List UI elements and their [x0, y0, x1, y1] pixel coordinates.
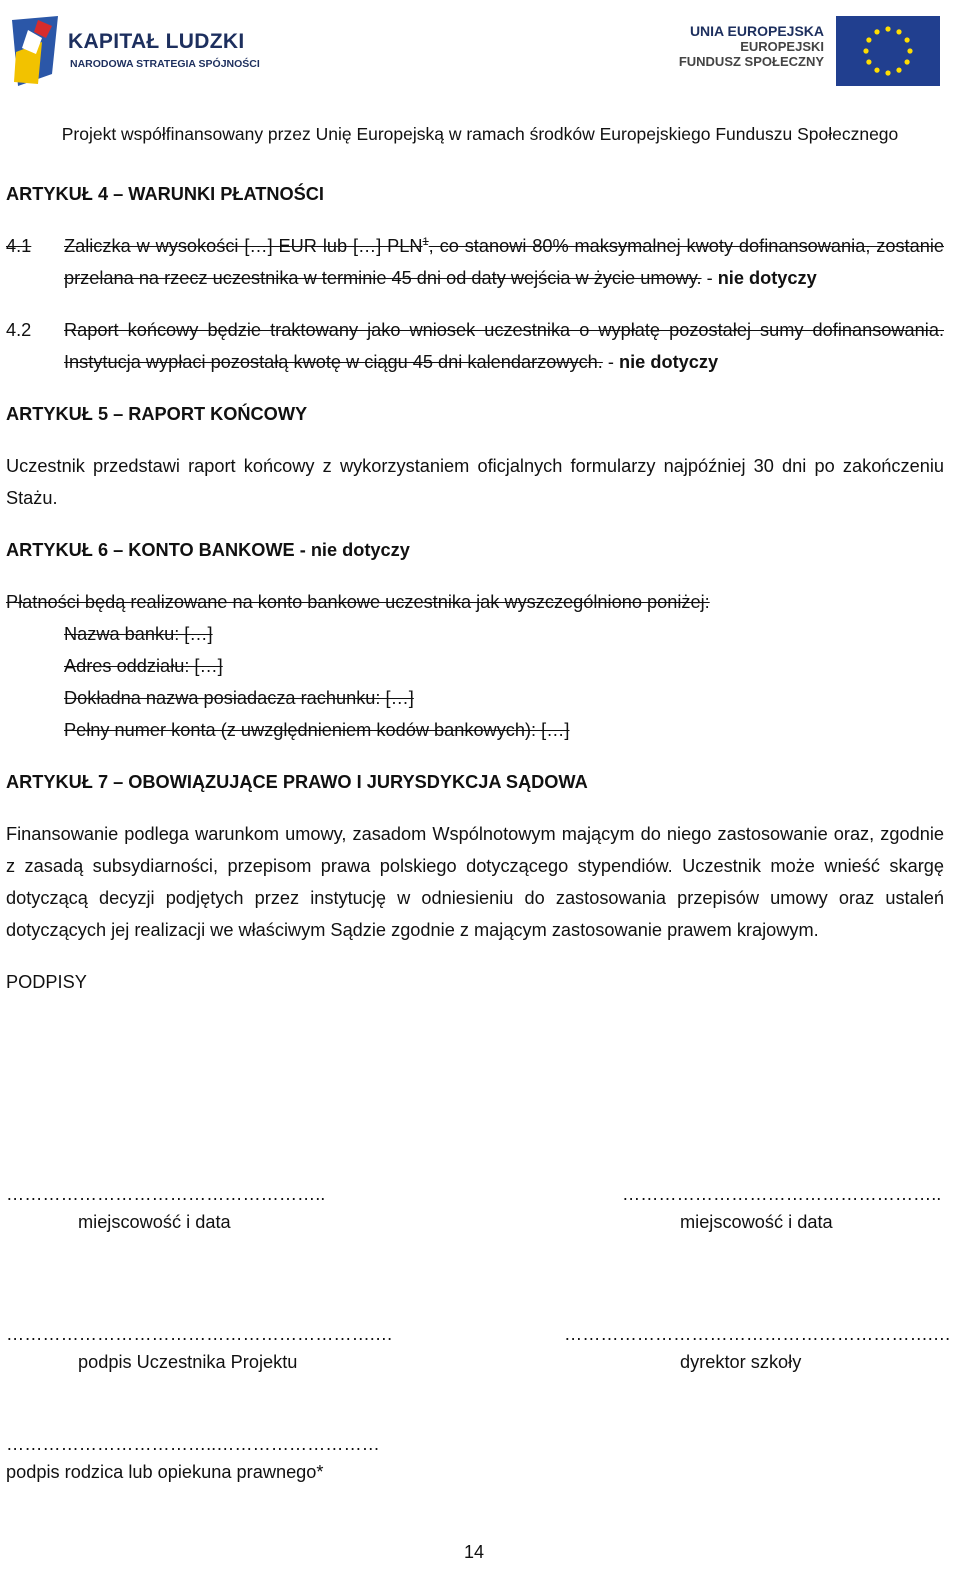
article-7-text: Finansowanie podlega warunkom umowy, zasadom Wspólnotowym mającym do niego zastosowanie oraz, zgodnie z zasadą subsydiarności, przepisom prawa polskiego dotyczącego stypendiów. Uczestnik może wnieść skargę dotyczącą decyzji podjętych przez instytucję w odniesieniu do zastosowania przepisów umowy oraz ustaleń dotyczących jej realizacji we właściwym Sądzie zgodnie z mającym zastosowanie prawem krajowym.: [6, 824, 944, 940]
account-holder: Dokładna nazwa posiadacza rachunku: […]: [64, 688, 414, 708]
not-applicable-note: nie dotyczy: [717, 268, 817, 288]
signatures-heading: PODPISY: [6, 972, 87, 992]
clause-number: 4.2: [6, 320, 32, 340]
participant-signature-label: podpis Uczestnika Projektu: [78, 1352, 298, 1372]
eu-star: [905, 37, 910, 42]
signature-dots-4: …………………………………………………….…: [564, 1324, 951, 1344]
clause-4-1: [6, 230, 944, 294]
branch-address: Adres oddziału: […]: [64, 656, 223, 676]
eu-star: [866, 37, 871, 42]
eu-star: [866, 59, 871, 64]
article-5-text: Uczestnik przedstawi raport końcowy z wykorzystaniem oficjalnych formularzy najpóźniej 30 dni po zakończeniu Stażu.: [6, 456, 944, 508]
eu-star: [896, 68, 901, 73]
eu-star: [907, 48, 912, 53]
document-body: [6, 178, 944, 998]
signature-dots-3: …………………………………………………….…: [6, 1324, 393, 1344]
article-7-heading: ARTYKUŁ 7 – OBOWIĄZUJĄCE PRAWO I JURYSDYKCJA SĄDOWA: [6, 772, 588, 792]
place-date-label-2: miejscowość i data: [680, 1212, 833, 1232]
clause-text: Raport końcowy będzie traktowany jako wniosek uczestnika o wypłatę pozostałej sumy dofinansowania. Instytucja wypłaci pozostałą kwotę w ciągu 45 dni kalendarzowych.: [64, 320, 944, 372]
eu-line-1: UNIA EUROPEJSKA: [689, 23, 824, 39]
article-6-heading: ARTYKUŁ 6 – KONTO BANKOWE - nie dotyczy: [6, 540, 410, 560]
clause-text-cont: , co stanowi 80% maksymalnej kwoty dofinansowania, zostanie przelana na rzecz uczestnika w terminie 45 dni od daty wejścia w życie umowy.: [64, 236, 944, 288]
page-number: 14: [463, 1542, 485, 1562]
article-5-heading: ARTYKUŁ 5 – RAPORT KOŃCOWY: [6, 404, 308, 424]
signature-dots-1: ……………………………………………..: [6, 1184, 326, 1204]
bank-name: Nazwa banku: […]: [64, 624, 213, 644]
eu-star: [905, 59, 910, 64]
bank-details: [6, 618, 944, 746]
clause-sep: -: [602, 352, 620, 372]
eu-flag-icon: [836, 16, 940, 86]
clause-text: Zaliczka w wysokości […] EUR lub […] PLN: [64, 236, 423, 256]
eu-text-block: [679, 24, 824, 69]
eu-star: [885, 26, 890, 31]
eu-star: [874, 29, 879, 34]
eu-line-3: FUNDUSZ SPOŁECZNY: [678, 54, 824, 69]
account-number: Pełny numer konta (z uwzględnieniem kodów bankowych): […]: [64, 720, 570, 740]
not-applicable-note: nie dotyczy: [619, 352, 719, 372]
eu-star: [896, 29, 901, 34]
eu-star: [874, 68, 879, 73]
eu-star: [885, 70, 890, 75]
eu-line-2: EUROPEJSKI: [740, 39, 824, 54]
signature-dots-5: ……………………………..………………………: [6, 1434, 380, 1454]
article-4-heading: ARTYKUŁ 4 – WARUNKI PŁATNOŚCI: [6, 184, 324, 204]
eu-star: [863, 48, 868, 53]
clause-number: 4.1: [6, 236, 32, 256]
clause-sep: -: [701, 268, 718, 288]
director-signature-label: dyrektor szkoły: [680, 1352, 802, 1372]
article-6-intro: [6, 586, 944, 618]
cofinancing-note: Projekt współfinansowany przez Unię Europejską w ramach środków Europejskiego Funduszu Społecznego: [61, 124, 899, 144]
footnote-ref: 1: [422, 235, 429, 248]
clause-4-2: [6, 314, 944, 378]
signature-dots-2: ……………………………………………..: [622, 1184, 942, 1204]
place-date-label-1: miejscowość i data: [78, 1212, 231, 1232]
kl-title: KAPITAŁ LUDZKI: [68, 30, 245, 53]
kl-subtitle: NARODOWA STRATEGIA SPÓJNOŚCI: [70, 58, 260, 70]
page-header: [0, 0, 960, 144]
guardian-signature-label: podpis rodzica lub opiekuna prawnego*: [6, 1462, 324, 1482]
article-6-intro-text: Płatności będą realizowane na konto bankowe uczestnika jak wyszczególniono poniżej:: [6, 592, 710, 612]
